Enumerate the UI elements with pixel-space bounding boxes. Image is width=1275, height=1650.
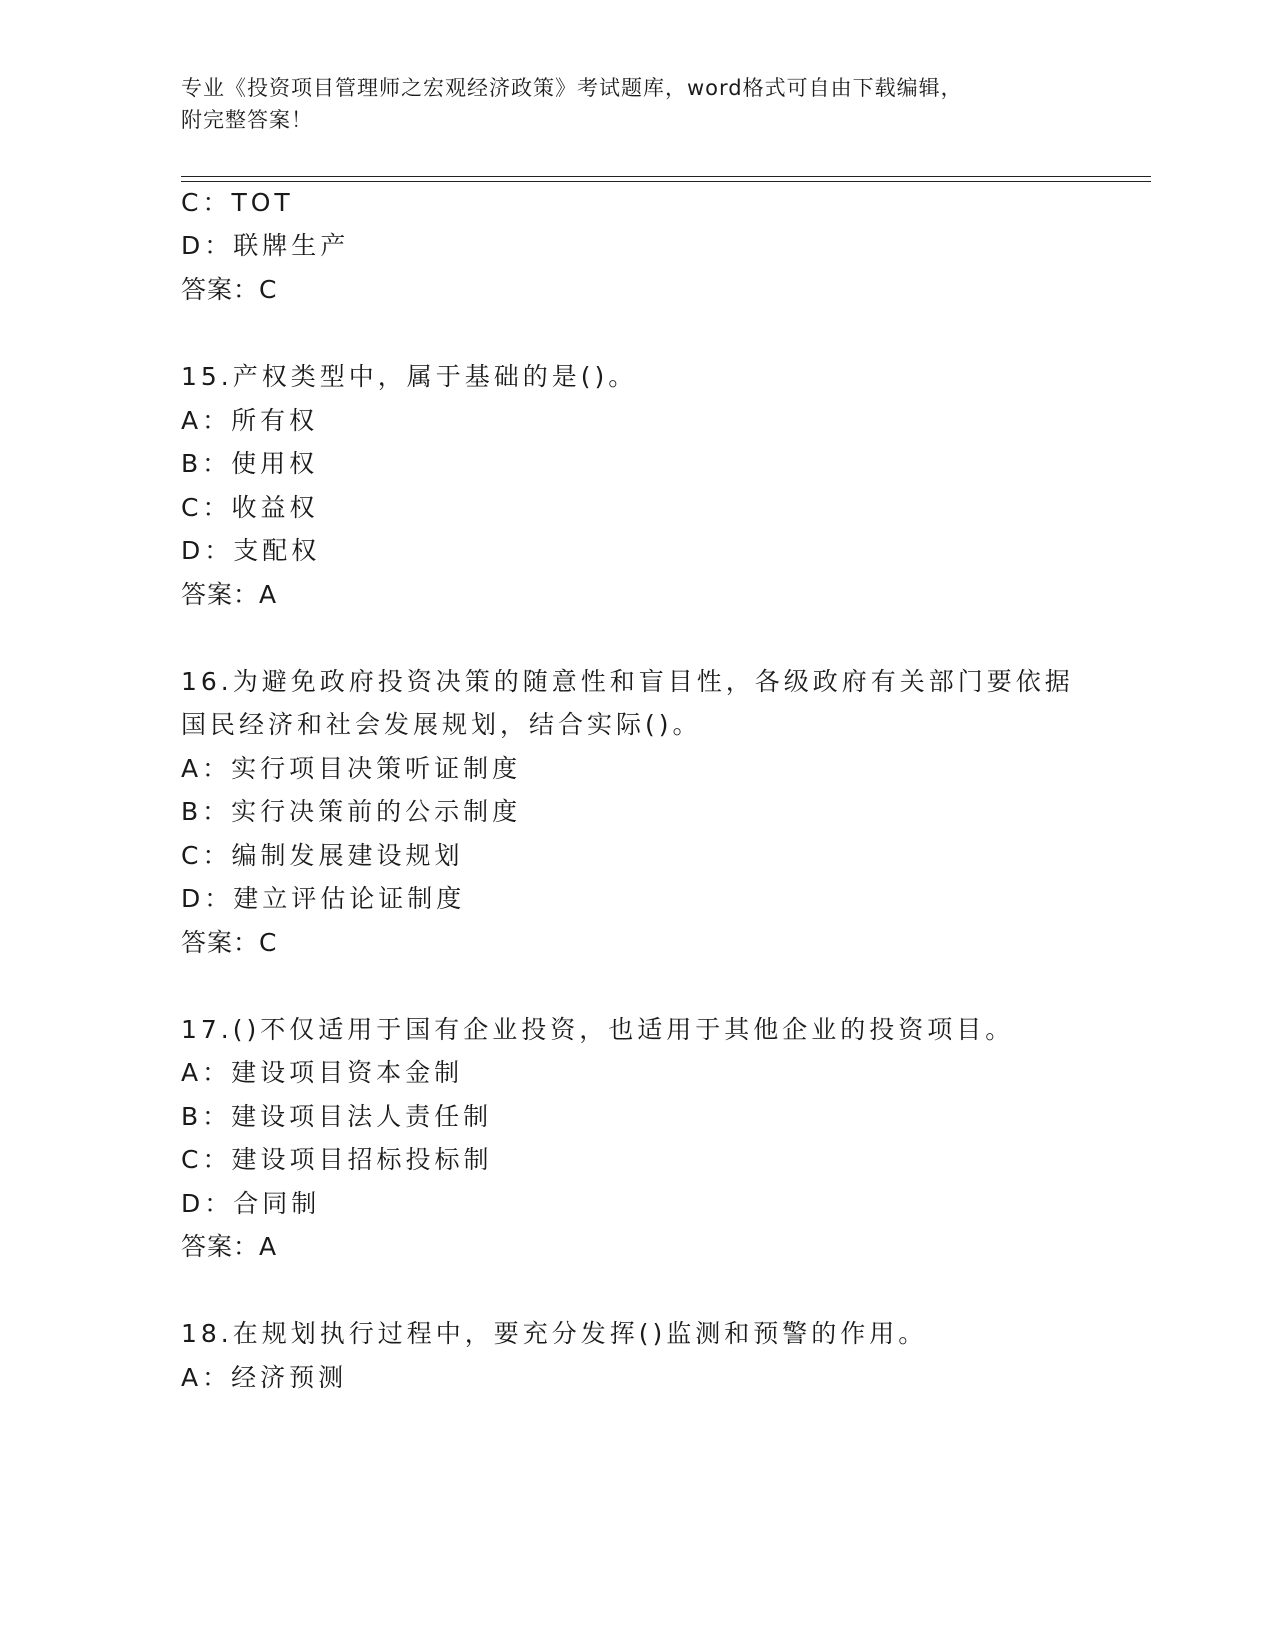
q17-stem: 17.()不仅适用于国有企业投资，也适用于其他企业的投资项目。 [181, 1015, 1015, 1044]
q17-option-d: D：合同制 [181, 1189, 321, 1218]
q16-option-c: C：编制发展建设规划 [181, 841, 464, 870]
q16-stem-line-2: 国民经济和社会发展规划，结合实际()。 [181, 710, 702, 739]
header-divider-bottom [181, 181, 1151, 182]
q16-option-a: A：实行项目决策听证制度 [181, 754, 522, 783]
q16-answer: 答案：C [181, 928, 278, 957]
q15-option-d: D：支配权 [181, 536, 321, 565]
q16-option-d: D：建立评估论证制度 [181, 884, 466, 913]
header-line-1: 专业《投资项目管理师之宏观经济政策》考试题库，word格式可自由下载编辑， [181, 76, 963, 100]
q18-stem: 18.在规划执行过程中，要充分发挥()监测和预警的作用。 [181, 1319, 928, 1348]
header-line-2: 附完整答案！ [181, 108, 313, 132]
q17-answer: 答案：A [181, 1232, 278, 1261]
q14-answer: 答案：C [181, 275, 278, 304]
q15-option-b: B：使用权 [181, 449, 319, 478]
q15-stem: 15.产权类型中，属于基础的是()。 [181, 362, 638, 391]
q17-option-c: C：建设项目招标投标制 [181, 1145, 493, 1174]
q14-option-c: C：TOT [181, 188, 294, 217]
q16-option-b: B：实行决策前的公示制度 [181, 797, 522, 826]
q16-stem-line-1: 16.为避免政府投资决策的随意性和盲目性，各级政府有关部门要依据 [181, 667, 1074, 696]
q17-option-b: B：建设项目法人责任制 [181, 1102, 493, 1131]
q15-option-c: C：收益权 [181, 493, 319, 522]
header-divider-top [181, 176, 1151, 177]
q17-option-a: A：建设项目资本金制 [181, 1058, 464, 1087]
q15-answer: 答案：A [181, 580, 278, 609]
q18-option-a: A：经济预测 [181, 1363, 348, 1392]
q14-option-d: D：联牌生产 [181, 231, 350, 260]
q15-option-a: A：所有权 [181, 406, 319, 435]
document-header [181, 72, 1081, 136]
